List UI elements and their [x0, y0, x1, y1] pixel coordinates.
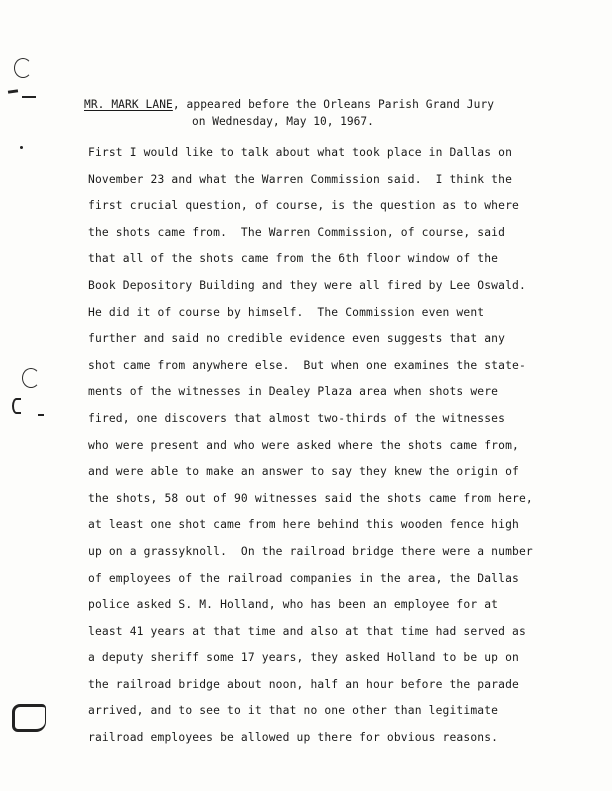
- heading-rest: , appeared before the Orleans Parish Grand Jury: [172, 98, 495, 111]
- transcript-line: of employees of the railroad companies in the area, the Dallas: [88, 571, 519, 585]
- heading-date-line: on Wednesday, May 10, 1967.: [192, 115, 374, 128]
- transcript-line: November 23 and what the Warren Commission said. I think the: [88, 172, 513, 186]
- transcript-line: the shots came from. The Warren Commission, of course, said: [88, 225, 506, 239]
- margin-mark-top-dash: [22, 96, 36, 98]
- speaker-heading: [84, 96, 494, 113]
- punch-hole-top: [14, 58, 32, 78]
- transcript-line: First I would like to talk about what took place in Dallas on: [88, 146, 513, 159]
- transcript-line: ments of the witnesses in Dealey Plaza area when shots were: [88, 385, 499, 399]
- transcript-line: the shots, 58 out of 90 witnesses said the shots came from here,: [88, 491, 533, 505]
- transcript-line: fired, one discovers that almost two-thirds of the witnesses: [88, 411, 506, 425]
- margin-dot: [20, 146, 23, 149]
- speaker-name: MR. MARK LANE: [84, 98, 173, 111]
- transcript-line: at least one shot came from here behind this wooden fence high: [88, 518, 519, 532]
- transcript-line: and were able to make an answer to say they knew the origin of: [88, 465, 519, 479]
- transcript-line: He did it of course by himself. The Commission even went: [88, 305, 485, 319]
- transcript-line: that all of the shots came from the 6th floor window of the: [88, 252, 499, 266]
- transcript-body: [88, 140, 608, 752]
- transcript-line: police asked S. M. Holland, who has been an employee for at: [88, 598, 499, 612]
- margin-mark-top: [8, 89, 18, 93]
- transcript-line: the railroad bridge about noon, half an hour before the parade: [88, 677, 519, 691]
- transcript-line: shot came from anywhere else. But when one examines the state-: [88, 358, 526, 372]
- margin-mark-middle-dash: [38, 414, 44, 416]
- transcript-line: who were present and who were asked where the shots came from,: [88, 438, 519, 452]
- transcript-line: railroad employees be allowed up there for obvious reasons.: [88, 731, 499, 745]
- transcript-line: least 41 years at that time and also at that time had served as: [88, 624, 526, 638]
- margin-mark-middle: [12, 398, 21, 414]
- transcript-line: up on a grassyknoll. On the railroad bridge there were a number: [88, 544, 533, 558]
- punch-hole-middle: [22, 368, 40, 388]
- transcript-line: arrived, and to see to it that no one other than legitimate: [88, 704, 499, 718]
- transcript-line: a deputy sheriff some 17 years, they asked Holland to be up on: [88, 651, 519, 665]
- transcript-line: first crucial question, of course, is the question as to where: [88, 199, 519, 213]
- margin-mark-bottom: [12, 704, 46, 732]
- transcript-line: further and said no credible evidence even suggests that any: [88, 332, 506, 346]
- transcript-line: Book Depository Building and they were all fired by Lee Oswald.: [88, 278, 526, 292]
